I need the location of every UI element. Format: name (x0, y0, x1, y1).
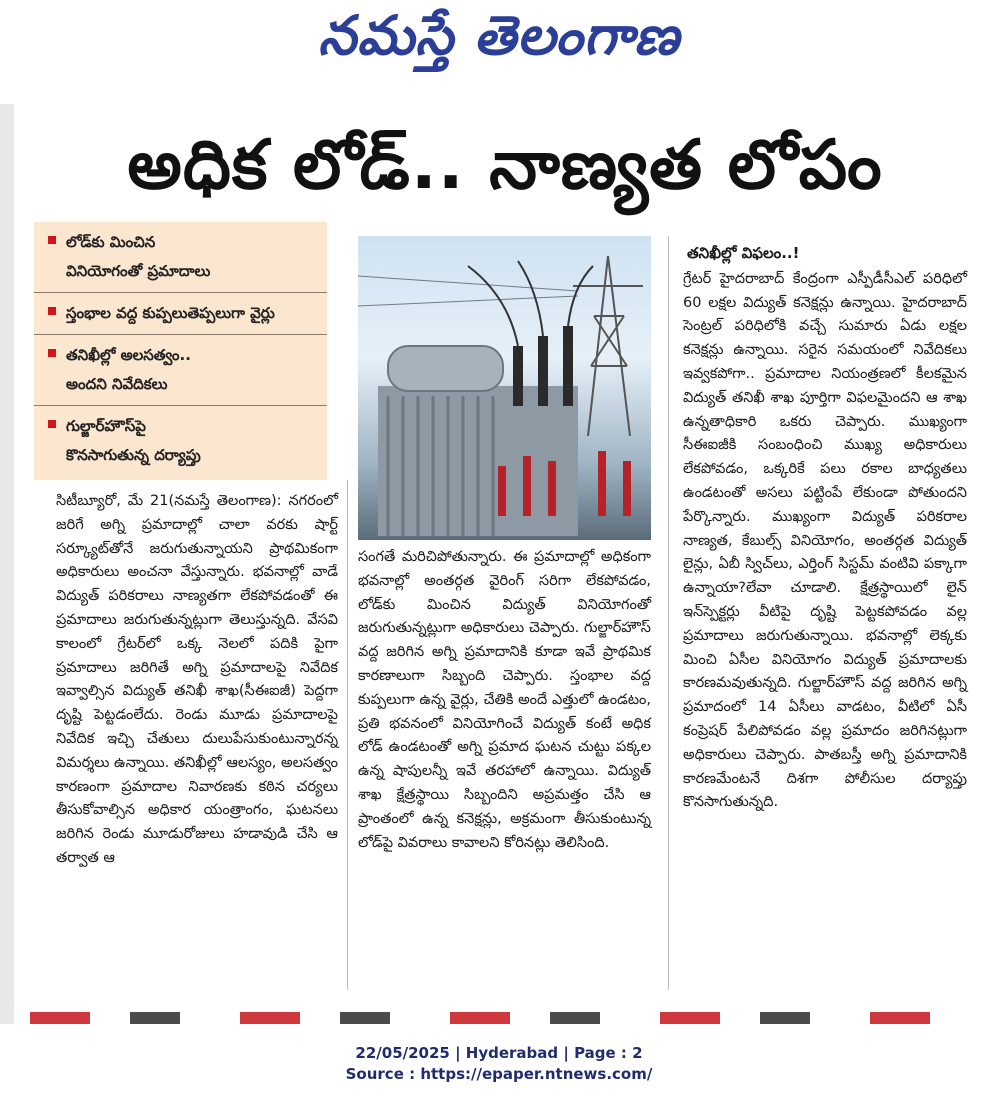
footer-date-edition: 22/05/2025 | Hyderabad | Page : 2 (355, 1044, 643, 1062)
column-3-text: గ్రేటర్ హైదరాబాద్ కేంద్రంగా ఎస్పీడీసీఎల్ పరిధిలో 60 లక్షల విద్యుత్ కనెక్షన్లు ఉన్నాయి. హైదరాబాద్ సెంట్రల్ పరిధిలోకి వచ్చే సుమారు ఏడు లక్షల కనెక్షన్లు ఉన్నాయి. సరైన సమయంలో నివేదికలు ఇవ్వకపోగా.. ప్రమాదాల నియంత్రణలో కీలకమైన విద్యుత్ తనిఖీ శాఖ పూర్తిగా విఫలమైందని ఆ శాఖ ఉన్నతాధికారి ఒకరు చెప్పారు. ముఖ్యంగా సీఈఐజీకి సంబంధించి ముఖ్య అధికారులు లేకపోవడం, ఒక్కరికే పలు రకాల బాధ్యతలు ఉండటంతో అసలు పట్టింపే లేకుండా పోతుందని పేర్కొన్నారు. ముఖ్యంగా విద్యుత్ పరికరాల నాణ్యత, కేబుల్స్ వినియోగం, అంతర్గత విద్యుత్ లైన్లు, ఏబీ స్విచ్‌లు, ఎర్తింగ్ సిస్టమ్ వంటివి పక్కాగా ఉన్నాయా?లేవా చూడాలి. క్షేత్రస్థాయిలో లైన్ ఇన్‌స్పెక్టర్లు వీటిపై దృష్టి పెట్టకపోవడం వల్ల ప్రమాదాలు జరుగుతున్నాయి. భవనాల్లో లెక్కకు మించి ఏసీల వినియోగం విద్యుత్ ప్రమాదాలకు కారణమవుతున్నది. గుల్జార్‌హౌస్ వద్ద జరిగిన అగ్ని ప్రమాదంలో 14 ఏసీలు వాడటం, వీటిలో ఏసీ కంప్రెషర్ పేలిపోవడం వల్ల ప్రమాదం జరిగినట్లుగా అధికారులు చెప్పారు. పాతబస్తీ అగ్ని ప్రమాదానికి కారణమేంటనే దిశగా పోలీసుల దర్యాప్తు కొనసాగుతున్నది. (683, 270, 967, 811)
bullet-icon (48, 236, 56, 244)
article-column-1 (56, 490, 338, 871)
article-column-3 (683, 242, 967, 815)
highlight-line: లోడ్‌కు మించిన (66, 233, 156, 251)
column-2-text: సంగతే మరిచిపోతున్నారు. ఈ ప్రమాదాల్లో అధికంగా భవనాల్లో అంతర్గత వైరింగ్ సరిగా లేకపోవడం, లోడ్‌కు మించిన విద్యుత్ వినియోగంతో జరుగుతున్నట్లుగా అధికారులు చెప్పారు. గుల్జార్‌హౌస్ వద్ద జరిగిన అగ్ని ప్రమాదానికి కూడా ఇవే ప్రాథమిక కారణాలుగా సిబ్బంది చెప్పారు. స్తంభాల వద్ద కుప్పలుగా ఉన్న వైర్లు, చేతికి అందే ఎత్తులో ఉండటం, ప్రతి భవనంలో వినియోగించే విద్యుత్ కంటే అధిక లోడ్ ఉండటంతో అగ్ని ప్రమాద ఘటన చుట్టు పక్కల ఉన్న షాపులన్నీ ఇవే తరహాలో ఉన్నాయి. విద్యుత్ శాఖ క్షేత్రస్థాయి సిబ్బందిని అప్రమత్తం చేసి ఆ ప్రాంతంలో ఉన్న కనెక్షన్లు, అక్రమంగా తీసుకుంటున్న లోడ్‌పై వివరాలు కావాలని కోరినట్లు తెలిసింది. (358, 549, 651, 851)
column-1-text: సిటీబ్యూరో, మే 21(నమస్తే తెలంగాణ): నగరంలో జరిగే అగ్ని ప్రమాదాల్లో చాలా వరకు షార్ట్ సర్క్యూట్‌తోనే జరుగుతున్నాయని ప్రాథమికంగా అధికారులు అంచనా వేస్తున్నారు. భవనాల్లో వాడే విద్యుత్ పరికరాలు నాణ్యతగా లేకపోవడంతో ఈ ప్రమాదాలు జరుగుతున్నట్లుగా తెలుస్తున్నది. వేసవి కాలంలో గ్రేటర్‌లో ఒక్క నెలలో పదికి పైగా ప్రమాదాలు జరిగితే అగ్ని ప్రమాదాలపై నివేదిక ఇవ్వాల్సిన విద్యుత్ తనిఖీ శాఖ(సీఈఐజీ) పెద్దగా దృష్టి పెట్టడంలేదు. రెండు మూడు ప్రమాదాలపై నివేదిక ఇచ్చి చేతులు దులుపేసుకుంటున్నారన్న విమర్శలు ఉన్నాయి. తనిఖీల్లో ఆలస్యం, అలసత్వం కారణంగా ప్రమాదాల నివారణకు కఠిన చర్యలు తీసుకోవాల్సిన అధికార యంత్రాంగం, ఘటనలు జరిగిన రెండు మూడురోజులు హడావుడి చేసి ఆ తర్వాత ఆ (56, 493, 338, 866)
bullet-icon (48, 307, 56, 315)
highlight-line: కొనసాగుతున్న దర్యాప్తు (66, 446, 201, 464)
column-3-subheading: తనిఖీల్లో విఫలం..! (687, 244, 800, 262)
highlight-line: అందని నివేదికలు (66, 375, 168, 393)
newspaper-masthead: నమస్తే తెలంగాణ (318, 4, 680, 67)
column-divider (347, 480, 348, 990)
highlight-line: వినియోగంతో ప్రమాదాలు (66, 262, 211, 280)
highlight-item (34, 293, 327, 335)
highlight-line: స్తంభాల వద్ద కుప్పలుతెప్పలుగా వైర్లు (66, 304, 275, 322)
highlight-item (34, 222, 327, 293)
footer-source-link[interactable]: Source : https://epaper.ntnews.com/ (345, 1065, 653, 1083)
column-divider (668, 236, 669, 990)
next-article-strip (30, 1012, 960, 1024)
bullet-icon (48, 420, 56, 428)
highlight-item (34, 406, 327, 476)
highlight-line: గుల్జార్‌హౌస్‌పై (66, 417, 146, 435)
highlight-line: తనిఖీల్లో అలసత్వం.. (66, 346, 191, 364)
transformer-illustration (358, 236, 651, 540)
article-headline: అధిక లోడ్.. నాణ్యత లోపం (127, 126, 883, 205)
bullet-icon (48, 349, 56, 357)
highlights-box (34, 222, 327, 480)
article-column-2 (358, 546, 651, 855)
left-margin-strip (0, 104, 14, 1024)
highlight-item (34, 335, 327, 406)
transformer-photo (358, 236, 651, 540)
